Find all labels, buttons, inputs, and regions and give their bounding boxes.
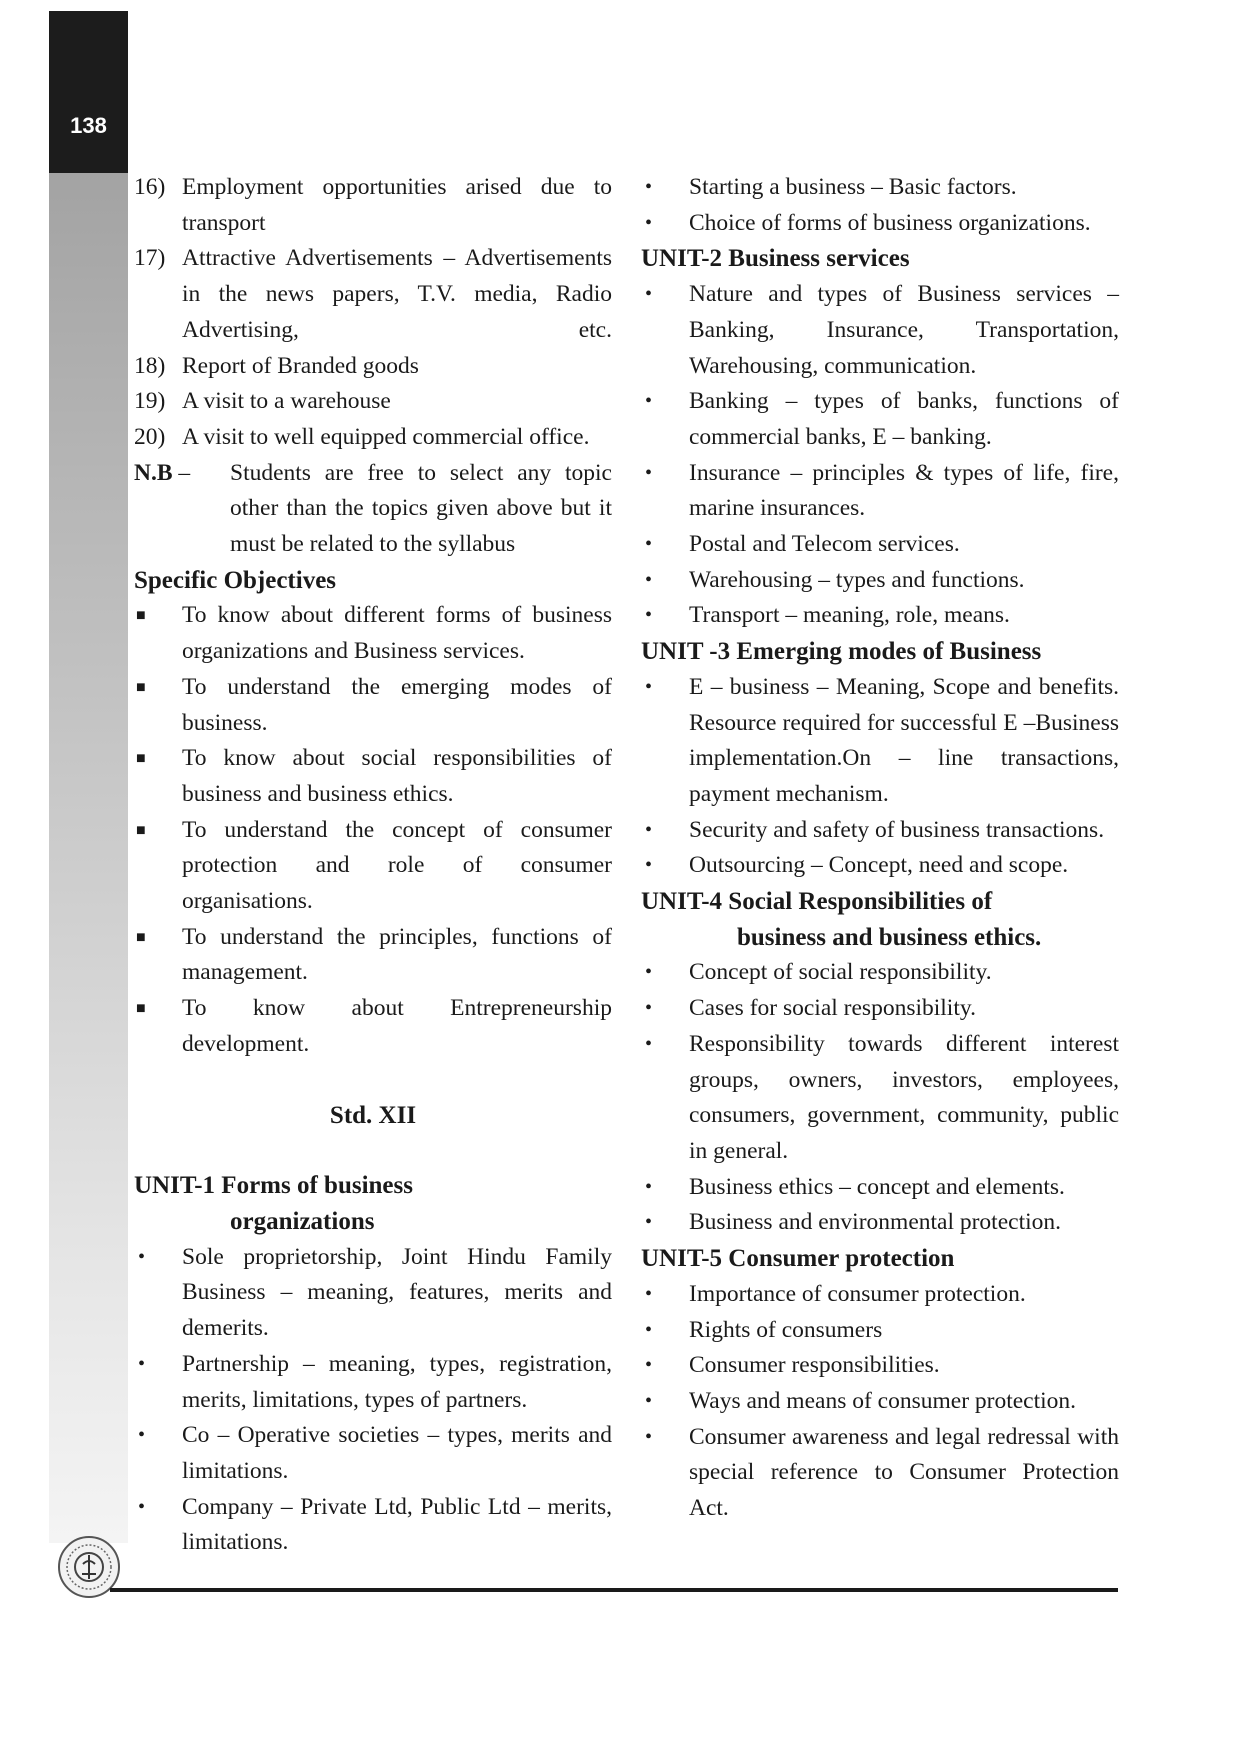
unit4-item-text: Responsibility towards different interest groups, owners, investors, employees, consumers, government, community, public in general. [689, 1030, 1119, 1164]
bullet-icon: • [645, 176, 653, 198]
objective-item [134, 598, 612, 669]
objective-item [134, 813, 612, 920]
bullet-icon: • [645, 461, 653, 484]
item-number: 19) [134, 388, 166, 415]
bullet-icon: • [645, 1032, 653, 1055]
intro-item [641, 206, 1119, 242]
bullet-icon: • [645, 283, 653, 306]
objective-text: To know about different forms of business organizations and Business services. [182, 602, 612, 665]
unit3-item [641, 813, 1119, 849]
bullet-icon: • [645, 390, 653, 413]
bullet-icon: • [645, 1282, 653, 1305]
numbered-item [134, 420, 612, 456]
square-bullet-icon: ■ [136, 607, 146, 625]
square-bullet-icon: ■ [136, 821, 146, 839]
unit2-item [641, 527, 1119, 563]
objective-item [134, 920, 612, 991]
unit2-item-text: Postal and Telecom services. [689, 531, 960, 558]
bullet-icon: • [138, 1352, 146, 1375]
item-text [182, 241, 612, 348]
unit5-item [641, 1313, 1119, 1349]
page-number: 138 [70, 113, 107, 138]
intro-item-text: Choice of forms of business organizations. [689, 209, 1091, 236]
nb-note [134, 456, 612, 563]
unit4-item [641, 1205, 1119, 1241]
unit4-item-text: Business and environmental protection. [689, 1209, 1062, 1236]
unit2-item-text: Warehousing – types and functions. [689, 566, 1025, 593]
unit2-item [641, 277, 1119, 384]
bullet-icon: • [138, 1245, 146, 1268]
unit1-heading-line1: UNIT-1 Forms of business [134, 1172, 413, 1200]
nb-dash: – [178, 459, 191, 486]
unit3-heading: UNIT -3 Emerging modes of Business [641, 638, 1042, 666]
bullet-icon: • [645, 997, 653, 1020]
unit4-item-text: Concept of social responsibility. [689, 959, 992, 986]
item-text: Report of Branded goods [182, 352, 419, 379]
unit1-heading-line2: organizations [230, 1207, 375, 1235]
objective-text: To know about social responsibilities of business and business ethics. [182, 745, 612, 807]
unit5-heading: UNIT-5 Consumer protection [641, 1245, 955, 1273]
bottom-rule [110, 1588, 1118, 1592]
unit4-item [641, 991, 1119, 1027]
bullet-icon: • [645, 1175, 653, 1198]
objective-item [134, 991, 612, 1062]
objectives-heading: Specific Objectives [134, 566, 337, 594]
intro-item-text: Starting a business – Basic factors. [689, 174, 1017, 200]
item-text: A visit to a warehouse [182, 388, 391, 415]
objective-text: To understand the emerging modes of business. [182, 673, 612, 736]
bullet-icon: • [645, 1318, 653, 1341]
square-bullet-icon: ■ [136, 1000, 146, 1018]
unit5-item-text: Consumer awareness and legal redressal with special reference to Consumer Protection Act. [689, 1423, 1119, 1522]
unit3-item [641, 848, 1119, 884]
unit1-item [134, 1347, 612, 1418]
item-number: 16) [134, 174, 166, 200]
numbered-item [134, 170, 612, 241]
unit4-item [641, 1027, 1119, 1170]
unit4-heading-line1: UNIT-4 Social Responsibilities of [641, 888, 993, 916]
bullet-icon: • [645, 1389, 653, 1412]
item-text: A visit to well equipped commercial office. [182, 423, 590, 450]
objective-text: To understand the principles, functions of management. [182, 923, 612, 986]
unit5-item-text: Ways and means of consumer protection. [689, 1387, 1077, 1414]
bullet-icon: • [645, 854, 653, 877]
bullet-icon: • [645, 533, 653, 556]
numbered-item [134, 384, 612, 420]
square-bullet-icon: ■ [136, 678, 146, 696]
unit2-heading: UNIT-2 Business services [641, 245, 910, 273]
unit2-item-text: Insurance – principles & types of life, fire, marine insurances. [689, 459, 1119, 522]
bullet-icon: • [645, 675, 653, 698]
unit4-item [641, 1170, 1119, 1206]
unit1-item [134, 1240, 612, 1347]
nb-label-text: N.B [134, 459, 173, 486]
item-number: 18) [134, 352, 166, 379]
item-number: 20) [134, 423, 166, 450]
unit4-heading-line2: business and business ethics. [737, 923, 1042, 951]
unit3-item [641, 670, 1119, 813]
unit4-heading [641, 884, 1119, 955]
item-text: Employment opportunities arised due to transport [182, 174, 612, 236]
bullet-icon: • [645, 1211, 653, 1234]
unit3-item-text: Outsourcing – Concept, need and scope. [689, 852, 1069, 879]
unit2-item [641, 456, 1119, 527]
bullet-icon: • [645, 604, 653, 627]
bullet-icon: • [645, 961, 653, 984]
unit4-item-text: Cases for social responsibility. [689, 995, 976, 1022]
item-number: 17) [134, 245, 166, 272]
page-side-band [49, 173, 128, 1543]
unit1-item-text: Company – Private Ltd, Public Ltd – merits, limitations. [182, 1493, 612, 1556]
unit2-item-text: Banking – types of banks, functions of commercial banks, E – banking. [689, 388, 1119, 450]
right-column [641, 170, 1119, 1527]
bullet-icon: • [645, 818, 653, 841]
unit4-item [641, 955, 1119, 991]
bullet-icon: • [645, 568, 653, 591]
left-column [134, 170, 612, 1561]
bullet-icon: • [138, 1495, 146, 1518]
unit2-item [641, 563, 1119, 599]
unit1-item-text: Partnership – meaning, types, registration, merits, limitations, types of partners. [182, 1350, 612, 1413]
page-tab-dark [49, 11, 128, 173]
intro-item [641, 170, 1119, 206]
square-bullet-icon: ■ [136, 928, 146, 946]
unit5-item [641, 1348, 1119, 1384]
unit2-item-text: Transport – meaning, role, means. [689, 602, 1010, 629]
item-text-content: Attractive Advertisements – Advertisements in the news papers, T.V. media, Radio Advertising, etc. [182, 245, 612, 343]
bullet-icon: • [645, 1354, 653, 1377]
std-title: Std. XII [329, 1101, 417, 1129]
unit3-item-text: E – business – Meaning, Scope and benefits. Resource required for successful E –Business implementation.On – line transactions, payment mechanism. [689, 673, 1119, 807]
unit5-item [641, 1384, 1119, 1420]
unit1-item-text: Sole proprietorship, Joint Hindu Family Business – meaning, features, merits and demerits. [182, 1243, 612, 1342]
bullet-icon: • [645, 211, 653, 234]
unit4-item-text: Business ethics – concept and elements. [689, 1173, 1065, 1200]
objective-text: To know about Entrepreneurship development. [182, 995, 612, 1057]
bullet-icon: • [645, 1425, 653, 1448]
unit2-item [641, 598, 1119, 634]
bullet-icon: • [138, 1424, 146, 1447]
objective-item [134, 670, 612, 741]
unit1-item [134, 1418, 612, 1489]
nb-text: Students are free to select any topic other than the topics given above but it must be related to the syllabus [230, 459, 612, 558]
unit5-item-text: Importance of consumer protection. [689, 1280, 1026, 1307]
objective-item [134, 741, 612, 812]
nb-label [134, 456, 230, 563]
objective-text: To understand the concept of consumer protection and role of consumer organisations. [182, 816, 612, 915]
numbered-item [134, 349, 612, 385]
unit2-item-text: Nature and types of Business services – Banking, Insurance, Transportation, Warehousing, communication. [689, 281, 1119, 379]
unit1-item [134, 1490, 612, 1561]
unit1-heading [134, 1168, 612, 1239]
numbered-item [134, 241, 612, 348]
square-bullet-icon: ■ [136, 750, 146, 768]
unit1-item-text: Co – Operative societies – types, merits and limitations. [182, 1422, 612, 1484]
unit2-item [641, 384, 1119, 455]
unit5-item [641, 1277, 1119, 1313]
unit5-item-text: Rights of consumers [689, 1316, 883, 1343]
unit3-item-text: Security and safety of business transactions. [689, 816, 1105, 843]
unit5-item-text: Consumer responsibilities. [689, 1352, 940, 1379]
unit5-item [641, 1420, 1119, 1527]
